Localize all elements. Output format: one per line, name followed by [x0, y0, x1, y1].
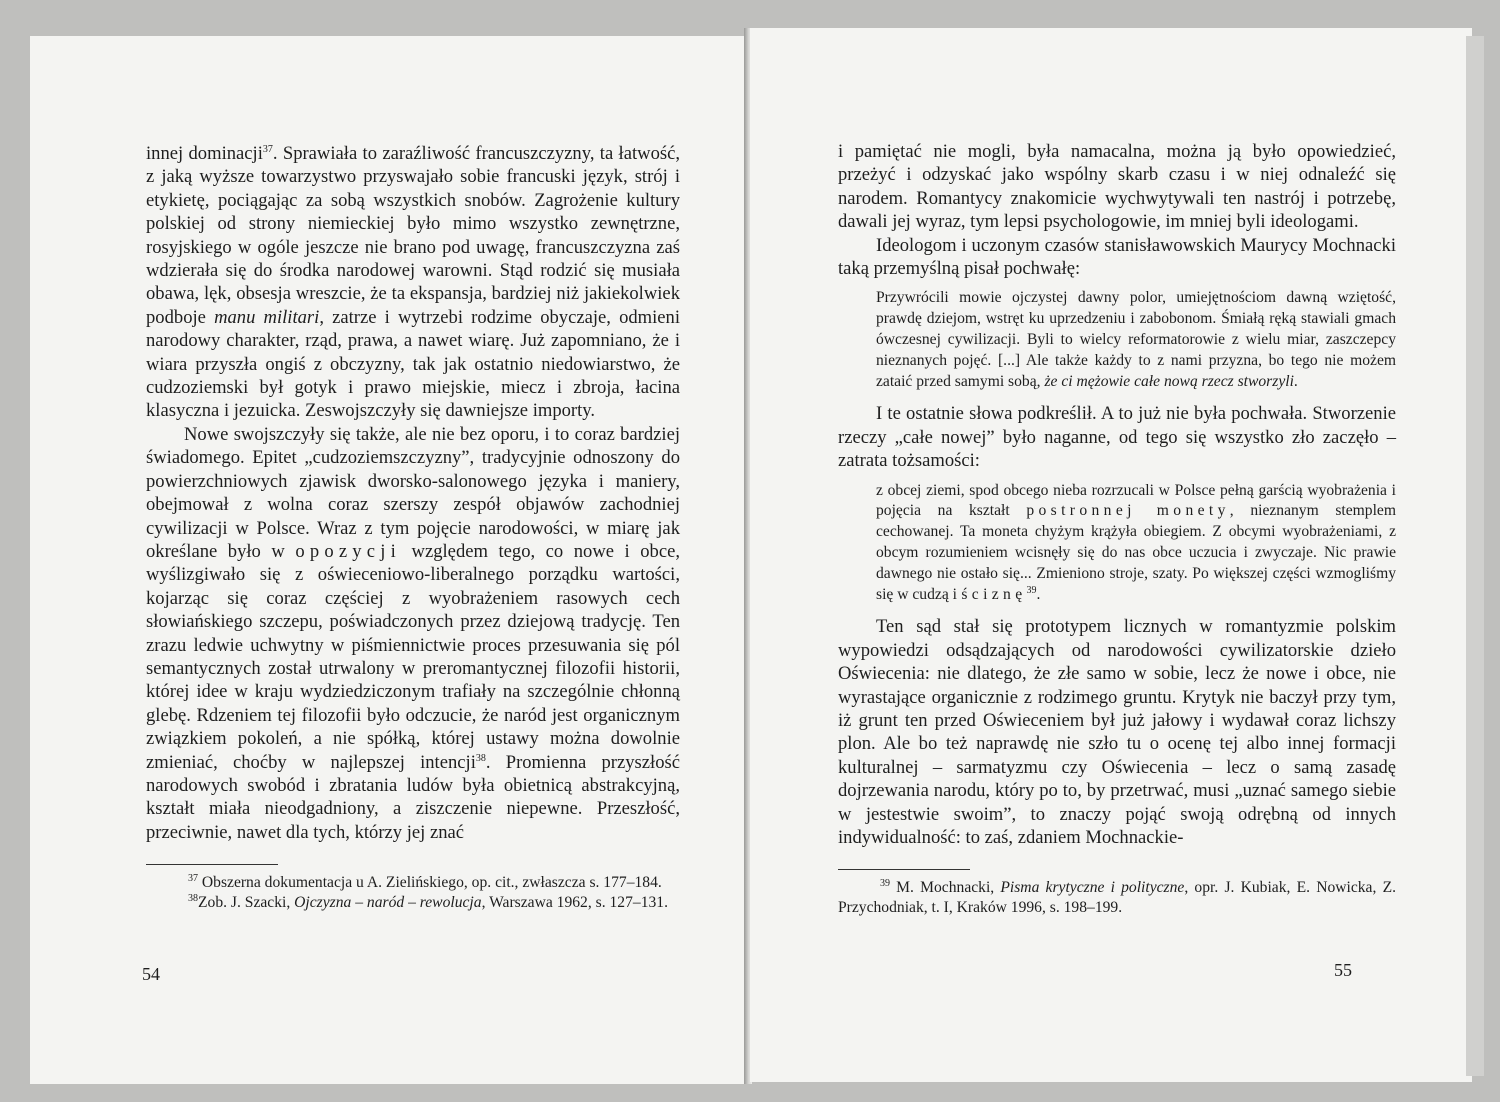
paragraph: innej dominacji$^{37}$. Sprawiała to zaraźliwość francuszczyzny, ta łatwość, z jaką wyższe towarzystwo przyswajało sobie francuski język, strój i etykietę, pociągając za sobą wszystkich snobów. Zagrożenie kultury polskiej od strony niemieckiej było mimo wszystko zewnętrzne, rosyjskiego w ogóle jeszcze nie brano pod uwagę, francuszczyzna zaś wdzierała się do środka narodowej warowni. Stąd rodzić się musiała obawa, lęk, obsesja wreszcie, że ta ekspansja, bardziej niż jakiekolwiek podboje manu militari, zatrze i wytrzebi rodzime obyczaje, odmieni narodowy charakter, rząd, prawa, a nawet wiarę. Już zapomniano, że i wiara przyszła ongiś z obczyzny, tak jak ostatnio niedowiarstwo, że cudzoziemski był gotyk i prawo miejskie, miecz i zbroja, łacina klasyczna i jezuicka. Zeswojszczyły się dawniejsze importy.	[146, 143, 681, 422]
footnote-rule	[838, 869, 970, 870]
footnotes	[146, 873, 680, 913]
footnote-ref: 38	[188, 893, 198, 904]
italic-text: że ci mężowie całe nową rzecz stworzyli	[1044, 372, 1294, 390]
footnote-ref: 37	[188, 873, 198, 884]
paragraph: i pamiętać nie mogli, była namacalna, można ją było opowiedzieć, przeżyć i odzyskać jako wspólny skarb czasu i w niej odnaleźć się narodem. Romantycy znakomicie wychwytywali ten nastrój i potrzebę, dawali jej wyraz, tym lepsi psychologowie, im mniej byli ideologami.	[838, 141, 1396, 233]
footnote-ref: 37	[262, 143, 273, 155]
italic-text: Ojczyzna – naród – rewolucja	[294, 894, 482, 912]
right-page	[750, 28, 1472, 1082]
footnote-ref: 39	[1026, 584, 1037, 596]
paragraph: Ideologom i uczonym czasów stanisławowskich Maurycy Mochnacki taką przemyślną pisał pochwałę:	[838, 234, 1396, 280]
spaced-text: iściznę	[952, 585, 1027, 603]
right-text-column	[838, 140, 1396, 918]
spaced-text: opozycji	[295, 540, 402, 562]
left-page	[30, 36, 746, 1084]
footnotes	[838, 878, 1396, 918]
page-number-left: 54	[142, 964, 160, 984]
spaced-text: postronnej monety	[1026, 502, 1230, 520]
footnote-38: $^{38}$Zob. J. Szacki, Ojczyzna – naród – rewolucja, Warszawa 1962, s. 127–131.	[188, 893, 668, 912]
footnote-39: $^{39}$ M. Mochnacki, Pisma krytyczne i polityczne, opr. J. Kubiak, E. Nowicka, Z. Przychodniak, t. I, Kraków 1996, s. 198–199.	[838, 878, 1396, 917]
left-text-column	[146, 142, 680, 913]
paragraph: Nowe swojszczyły się także, ale nie bez oporu, i to coraz bardziej świadomego. Epitet „cudzoziemszczyzny”, tradycyjnie odnoszony do powierzchniowych zjawisk dworsko-salonowego języka i maniery, obejmował z wolna coraz szerszy zespół objawów zachodniej cywilizacji w Polsce. Wraz z tym pojęcie narodowości, w miarę jak określane było w opozycji względem tego, co nowe i obce, wyślizgiwało się z oświeceniowo-liberalnego porządku wartości, kojarząc się coraz częściej z wyobrażeniem rasowych cech słowiańskiego szczepu, poświadczonych przez dziejową tradycję. Ten zrazu ledwie uchwytny w piśmiennictwie proces przesuwania się pól semantycznych został utrwalony w preromantycznej filozofii historii, której idee w kraju wydziedziczonym trafiały na szczególnie chłonną glebę. Rdzeniem tej filozofii było odczucie, że naród jest organicznym związkiem pokoleń, a nie spółką, której ustawy można dowolnie zmieniać, choćby w najlepszej intencji$^{38}$. Promienna przyszłość narodowych swobód i zbratania ludów była obietnicą abstrakcyjną, kształt miała nieodgadniony, a ziszczenie niepewne. Przeszłość, przeciwnie, nawet dla tych, którzy jej znać	[146, 423, 680, 843]
page-number-right: 55	[1334, 960, 1352, 980]
paragraph: I te ostatnie słowa podkreślił. A to już nie była pochwała. Stworzenie rzeczy „całe nowej” było naganne, od tego się wszystko zło zaczęło – zatrata tożsamości:	[838, 403, 1396, 472]
italic-text: Pisma krytyczne i polityczne	[1000, 879, 1185, 897]
footnote-rule	[146, 864, 278, 865]
page-edge-strip	[1466, 36, 1484, 1076]
footnote-37: $^{37}$ Obszerna dokumentacja u A. Zielińskiego, op. cit., zwłaszcza s. 177–184.	[188, 873, 662, 892]
block-quote: z obcej ziemi, spod obcego nieba rozrzucali w Polsce pełną garścią wyobrażenia i pojęcia na kształt postronnej monety, nieznanym stemplem cechowanej. Ta moneta chyżym krążyła obiegiem. Z obcymi wyobrażeniami, z obcym rozumieniem wcisnęły się do nas obce uczucia i zwyczaje. Nic prawie dawnego nie ostało się... Zmieniono stroje, szaty. Po większej części wzmogliśmy się w cudzą iściznę$^{39}$.	[876, 481, 1396, 603]
footnote-ref: 39	[880, 878, 890, 890]
italic-text: manu militari	[214, 306, 320, 328]
block-quote: Przywrócili mowie ojczystej dawny polor, umiejętnościom dawną wziętość, prawdę dziejom, wstręt ku uprzedzeniu i zabobonom. Śmiałą ręką stawiali gmach ówczesnej cywilizacji. Byli to wielcy reformatorowie z wielu miar, zaszczepcy nieznanych pojęć. [...] Ale także każdy to z nami przyzna, bo tego nie możem zataić przed samymi sobą, że ci mężowie całe nową rzecz stworzyli.	[876, 289, 1396, 390]
paragraph: Ten sąd stał się prototypem licznych w romantyzmie polskim wypowiedzi odsądzających od narodowości cywilizatorskie dzieło Oświecenia: nie dlatego, że złe samo w sobie, lecz że nowe i obce, nie wyrastające organicznie z rodzimego gruntu. Krytyk nie baczył przy tym, iż grunt ten przed Oświeceniem był już jałowy i wydawał coraz lichszy plon. Ale bo też naprawdę nie szło tu o ocenę tej albo innej formacji kulturalnej – sarmatyzmu czy Oświecenia – lecz o samą zasadę dojrzewania narodu, który po to, by przetrwać, musi „uznać samego siebie w jestestwie swoim”, to znaczy pojąć swoją odrębną od innych indywidualność: to zaś, zdaniem Mochnackie-	[838, 616, 1396, 849]
footnote-ref: 38	[475, 752, 486, 764]
